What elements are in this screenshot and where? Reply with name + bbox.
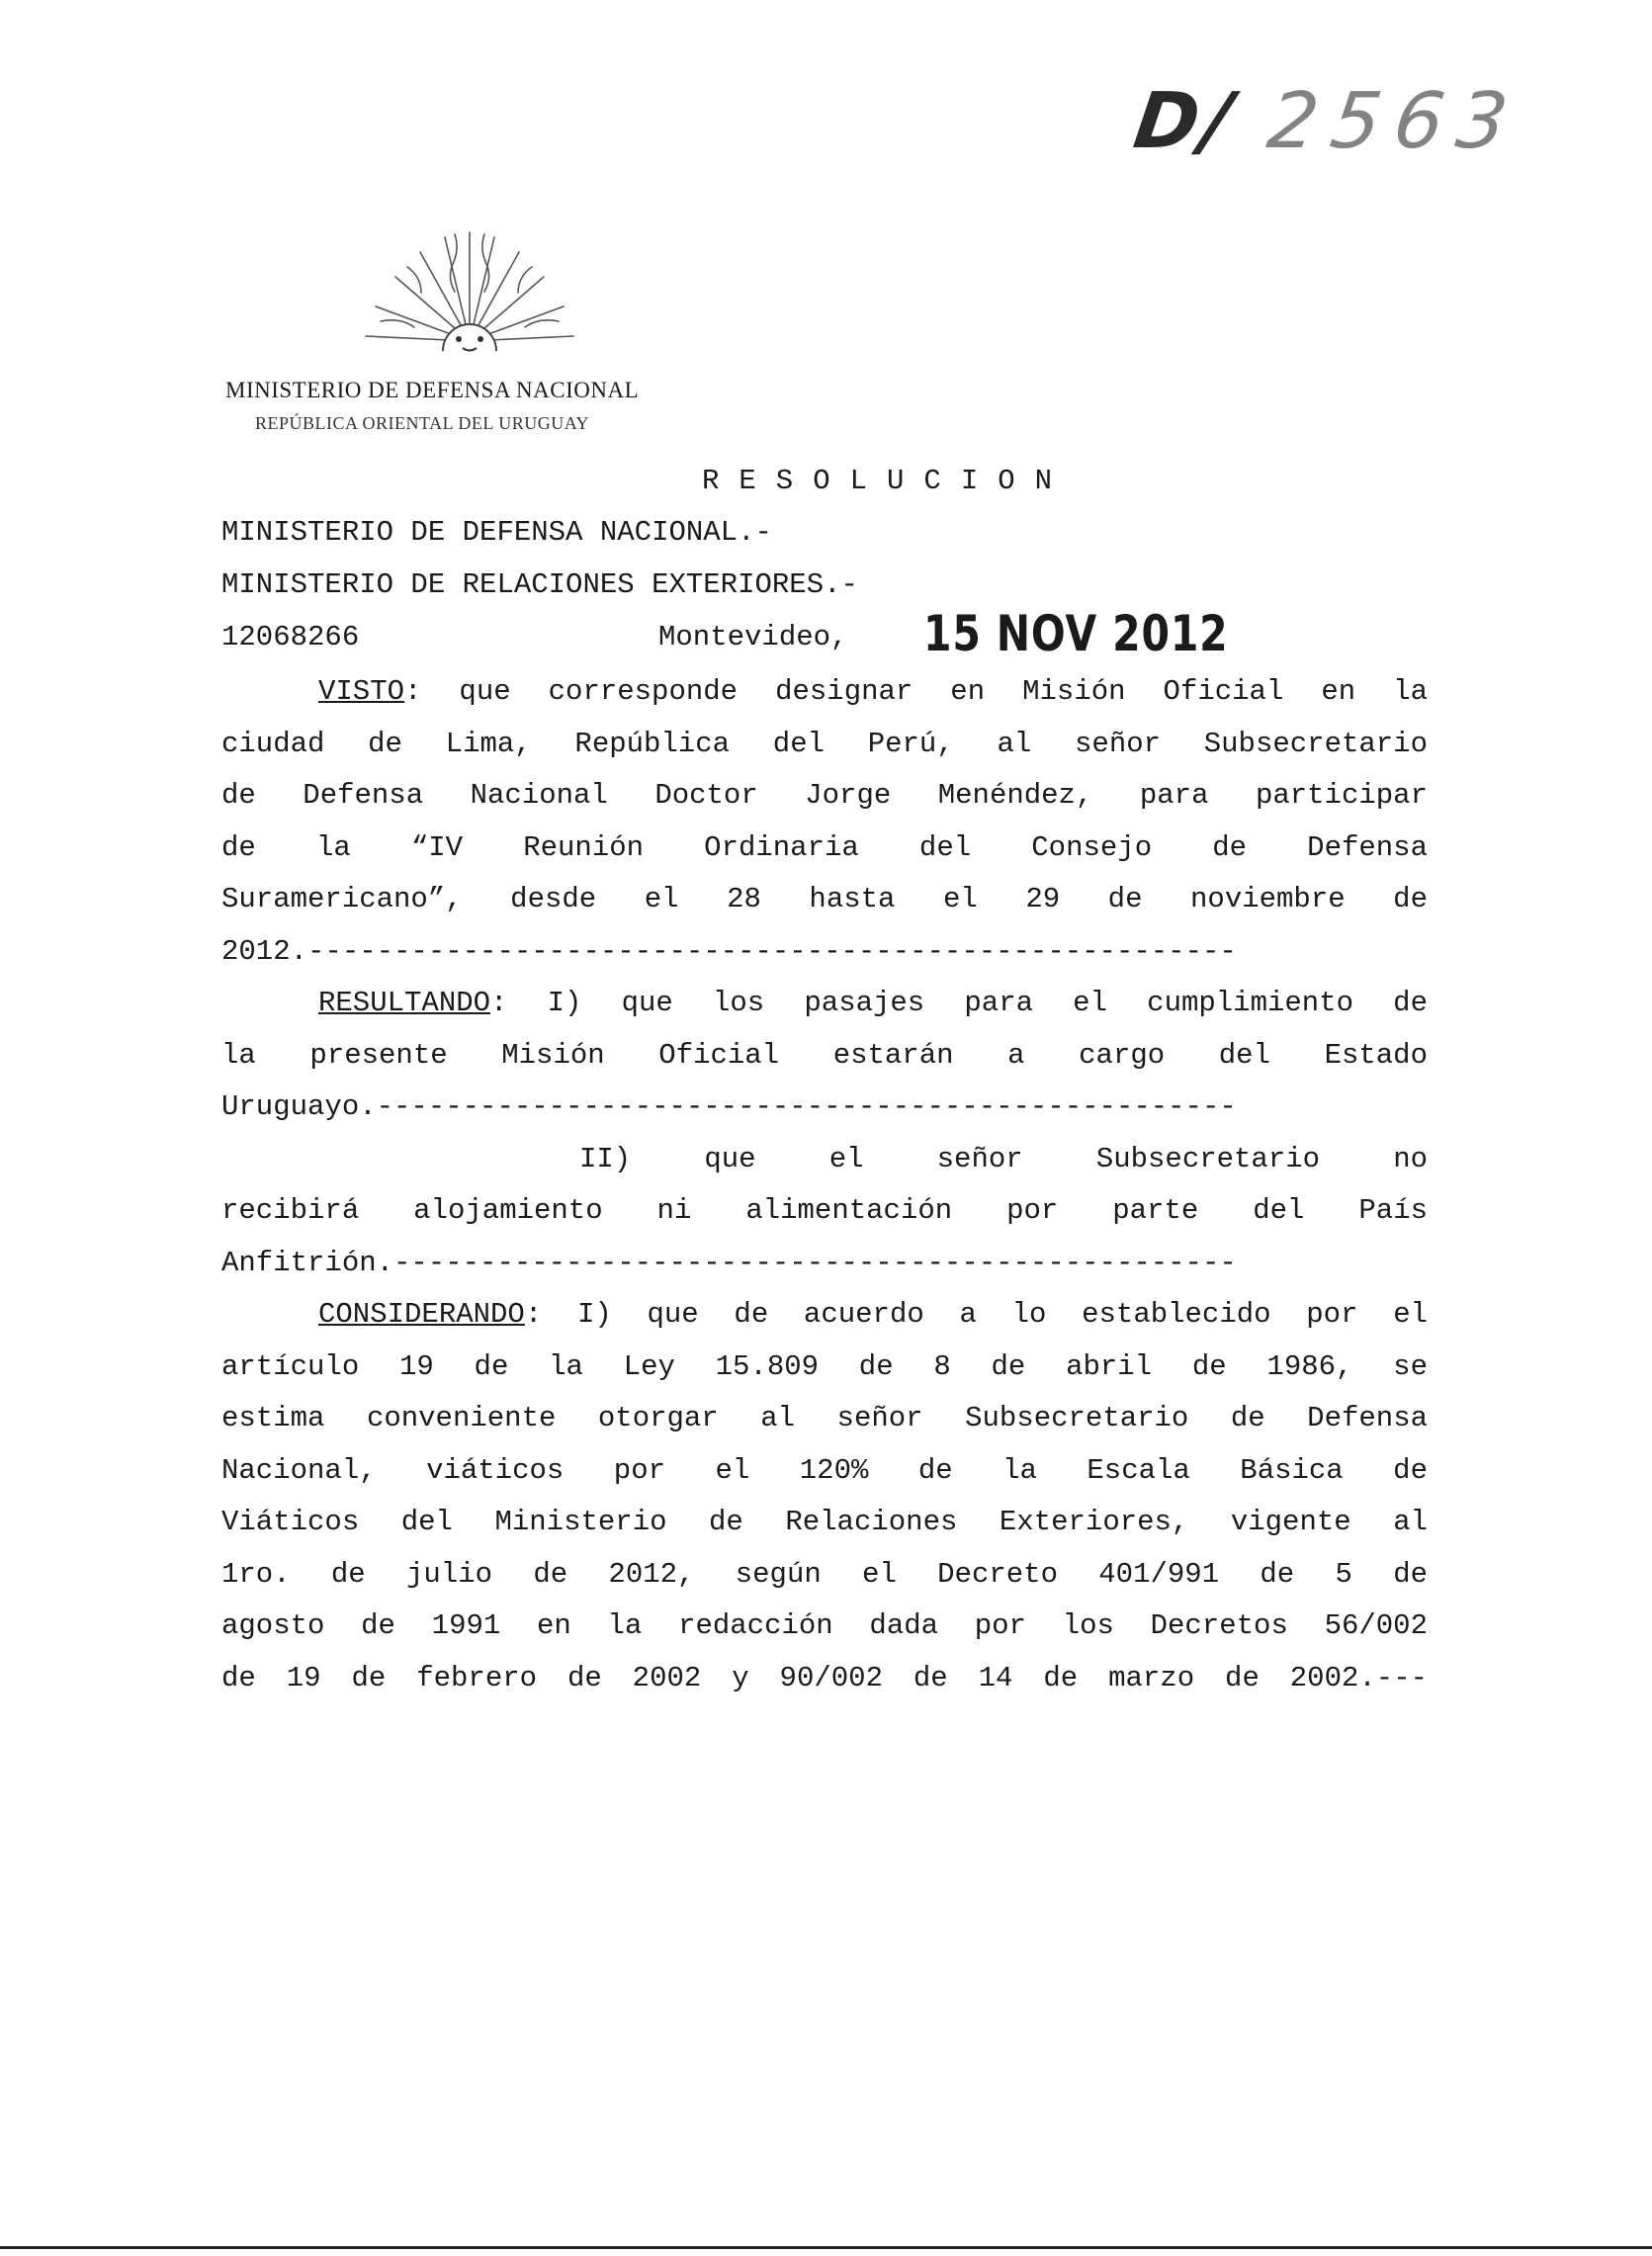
considerando-line: de 19 de febrero de 2002 y 90/002 de 14 de marzo de 2002.--- <box>221 1661 1428 1694</box>
considerando-line: 1ro. de julio de 2012, según el Decreto 401/991 de 5 de <box>221 1557 1428 1591</box>
place-label: Montevideo, <box>658 621 848 653</box>
visto-line: VISTO: que corresponde designar en Misión Oficial en la <box>318 675 1428 708</box>
visto-label: VISTO <box>318 675 405 708</box>
reference-stamp <box>1129 77 1526 166</box>
visto-line: de Defensa Nacional Doctor Jorge Menéndez, para participar <box>221 779 1428 812</box>
stamp-number: 2563 <box>1261 77 1527 166</box>
letterhead-ministry: MINISTERIO DE DEFENSA NACIONAL <box>225 378 640 402</box>
considerando-line: artículo 19 de la Ley 15.809 de 8 de abril de 1986, se <box>221 1349 1428 1383</box>
visto-line: ciudad de Lima, República del Perú, al señor Subsecretario <box>221 727 1428 760</box>
considerando-line: Viáticos del Ministerio de Relaciones Exteriores, vigente al <box>221 1506 1428 1538</box>
resultando-line: RESULTANDO: I) que los pasajes para el cumplimiento de <box>318 987 1428 1019</box>
considerando-line: CONSIDERANDO: I) que de acuerdo a lo establecido por el <box>318 1298 1428 1331</box>
visto-paragraph <box>221 666 1428 978</box>
bottom-rule <box>0 2246 1652 2249</box>
resultando-line: Uruguayo.-------------------------------------------------- <box>221 1090 1237 1123</box>
resultando-label: RESULTANDO <box>318 987 491 1019</box>
issuer-line-1: MINISTERIO DE DEFENSA NACIONAL.- <box>221 516 772 549</box>
date-stamp: 15 NOV 2012 <box>923 605 1229 662</box>
resultando-ii-line: recibirá alojamiento ni alimentación por parte del País <box>221 1194 1428 1227</box>
visto-line: de la “IV Reunión Ordinaria del Consejo de Defensa <box>221 830 1428 864</box>
resultando-ii-line: II) que el señor Subsecretario no <box>579 1142 1428 1175</box>
considerando-line: Nacional, viáticos por el 120% de la Escala Básica de <box>221 1453 1428 1487</box>
issuer-line-2: MINISTERIO DE RELACIONES EXTERIORES.- <box>221 568 858 601</box>
considerando-paragraph <box>221 1289 1428 1704</box>
visto-line: Suramericano”, desde el 28 hasta el 29 de noviembre de <box>221 883 1428 915</box>
stamp-code: D/ <box>1128 77 1242 166</box>
considerando-line: estima conveniente otorgar al señor Subsecretario de Defensa <box>221 1402 1428 1434</box>
considerando-line: agosto de 1991 en la redacción dada por los Decretos 56/002 <box>221 1609 1428 1642</box>
document-heading: RESOLUCION <box>702 465 1073 497</box>
resultando-paragraph <box>221 978 1428 1289</box>
sun-emblem-logo <box>336 213 603 366</box>
visto-line: 2012.------------------------------------------------------ <box>221 934 1237 968</box>
resultando-line: la presente Misión Oficial estarán a cargo del Estado <box>221 1038 1428 1072</box>
considerando-label: CONSIDERANDO <box>318 1298 525 1331</box>
letterhead-republic: REPÚBLICA ORIENTAL DEL URUGUAY <box>255 413 590 433</box>
resultando-ii-line: Anfitrión.------------------------------------------------- <box>221 1246 1237 1279</box>
file-number: 12068266 <box>221 621 360 653</box>
